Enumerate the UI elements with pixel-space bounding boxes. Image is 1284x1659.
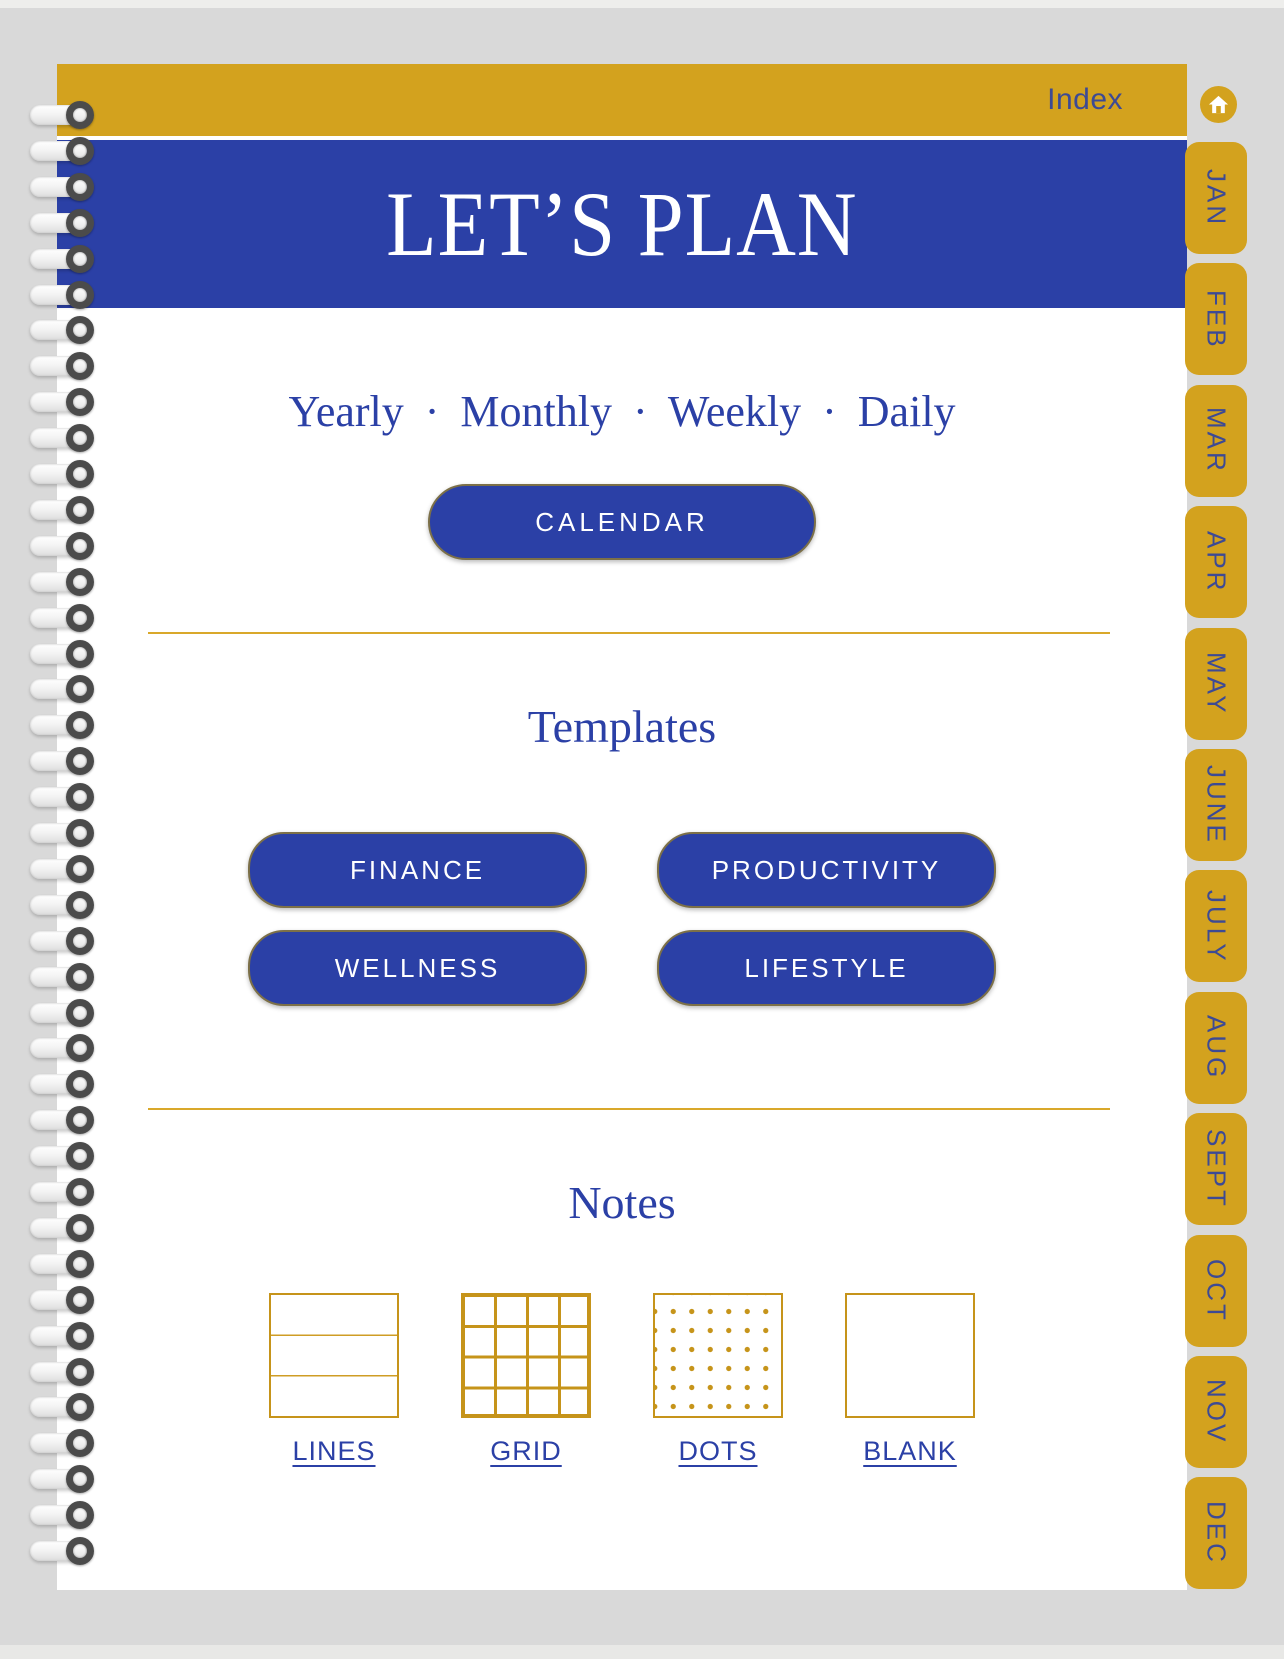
spiral-ring bbox=[30, 500, 87, 520]
spiral-ring bbox=[30, 895, 87, 915]
note-style-label[interactable]: GRID bbox=[490, 1436, 562, 1466]
divider bbox=[148, 1108, 1110, 1110]
tab-feb[interactable] bbox=[1185, 263, 1247, 375]
spiral-ring bbox=[30, 787, 87, 807]
planner-views-subtitle: Yearly · Monthly · Weekly · Daily bbox=[288, 387, 956, 436]
template-button-finance[interactable]: FINANCE bbox=[248, 832, 587, 908]
spiral-ring bbox=[30, 1469, 87, 1489]
notes-heading: Notes bbox=[568, 1177, 676, 1228]
note-style-label[interactable]: DOTS bbox=[678, 1436, 758, 1466]
template-button-productivity[interactable]: PRODUCTIVITY bbox=[657, 832, 996, 908]
tab-label: DEC bbox=[1201, 1501, 1232, 1566]
tab-label: NOV bbox=[1201, 1379, 1232, 1445]
spiral-ring bbox=[30, 715, 87, 735]
template-buttons bbox=[57, 832, 1187, 1006]
spiral-ring bbox=[30, 608, 87, 628]
top-edge bbox=[0, 0, 1284, 8]
tab-label: AUG bbox=[1201, 1015, 1232, 1081]
note-styles-row bbox=[57, 1293, 1187, 1467]
tab-dec[interactable] bbox=[1185, 1477, 1247, 1589]
tab-label: FEB bbox=[1201, 289, 1232, 350]
spiral-ring bbox=[30, 1326, 87, 1346]
spiral-ring bbox=[30, 1505, 87, 1525]
tab-apr[interactable] bbox=[1185, 506, 1247, 618]
spiral-ring bbox=[30, 751, 87, 771]
spiral-ring bbox=[30, 1038, 87, 1058]
tab-label: JAN bbox=[1201, 168, 1232, 228]
spiral-ring bbox=[30, 1254, 87, 1274]
tab-june[interactable] bbox=[1185, 749, 1247, 861]
tab-may[interactable] bbox=[1185, 628, 1247, 740]
blank-preview-icon[interactable] bbox=[845, 1293, 975, 1418]
index-link[interactable]: Index bbox=[1047, 83, 1123, 116]
tab-sept[interactable] bbox=[1185, 1113, 1247, 1225]
tab-label: MAY bbox=[1201, 651, 1232, 716]
title-banner bbox=[57, 140, 1187, 308]
tab-label: APR bbox=[1201, 530, 1232, 594]
spiral-ring bbox=[30, 823, 87, 843]
spiral-ring bbox=[30, 1003, 87, 1023]
spiral-ring bbox=[30, 105, 87, 125]
spiral-ring bbox=[30, 931, 87, 951]
spiral-ring bbox=[30, 536, 87, 556]
tab-july[interactable] bbox=[1185, 870, 1247, 982]
note-style-lines[interactable] bbox=[269, 1293, 399, 1467]
index-bar bbox=[57, 64, 1187, 136]
spiral-ring bbox=[30, 464, 87, 484]
spiral-ring bbox=[30, 1290, 87, 1310]
template-button-wellness[interactable]: WELLNESS bbox=[248, 930, 587, 1006]
tab-label: JUNE bbox=[1201, 765, 1232, 845]
spiral-ring bbox=[30, 428, 87, 448]
template-button-lifestyle[interactable]: LIFESTYLE bbox=[657, 930, 996, 1006]
note-style-dots[interactable] bbox=[653, 1293, 783, 1467]
spiral-ring bbox=[30, 644, 87, 664]
spiral-ring bbox=[30, 285, 87, 305]
spiral-ring bbox=[30, 1182, 87, 1202]
tab-label: SEPT bbox=[1201, 1129, 1232, 1210]
spiral-ring bbox=[30, 1218, 87, 1238]
spiral-ring bbox=[30, 1433, 87, 1453]
divider bbox=[148, 632, 1110, 634]
spiral-ring bbox=[30, 679, 87, 699]
notebook-page bbox=[57, 64, 1187, 1590]
spiral-ring bbox=[30, 1541, 87, 1561]
spiral-ring bbox=[30, 1397, 87, 1417]
tab-label: JULY bbox=[1201, 889, 1232, 964]
spiral-ring bbox=[30, 1362, 87, 1382]
spiral-ring bbox=[30, 859, 87, 879]
note-style-label[interactable]: BLANK bbox=[863, 1436, 957, 1466]
spiral-ring bbox=[30, 967, 87, 987]
spiral-ring bbox=[30, 249, 87, 269]
bottom-edge bbox=[0, 1645, 1284, 1659]
spiral-ring bbox=[30, 572, 87, 592]
note-style-label[interactable]: LINES bbox=[292, 1436, 376, 1466]
spiral-ring bbox=[30, 1110, 87, 1130]
tab-jan[interactable] bbox=[1185, 142, 1247, 254]
note-style-blank[interactable] bbox=[845, 1293, 975, 1467]
lines-preview-icon[interactable] bbox=[269, 1293, 399, 1418]
spiral-ring bbox=[30, 141, 87, 161]
grid-preview-icon[interactable] bbox=[461, 1293, 591, 1418]
templates-heading: Templates bbox=[527, 701, 717, 752]
tab-mar[interactable] bbox=[1185, 385, 1247, 497]
tab-nov[interactable] bbox=[1185, 1356, 1247, 1468]
tab-oct[interactable] bbox=[1185, 1235, 1247, 1347]
spiral-ring bbox=[30, 1146, 87, 1166]
spiral-ring bbox=[30, 213, 87, 233]
spiral-ring bbox=[30, 356, 87, 376]
spiral-ring bbox=[30, 177, 87, 197]
spiral-ring bbox=[30, 320, 87, 340]
calendar-button[interactable]: CALENDAR bbox=[428, 484, 816, 560]
home-icon bbox=[1207, 93, 1230, 116]
dots-preview-icon[interactable] bbox=[653, 1293, 783, 1418]
spiral-ring bbox=[30, 392, 87, 412]
tab-aug[interactable] bbox=[1185, 992, 1247, 1104]
tab-label: MAR bbox=[1201, 407, 1232, 475]
page-title: LET’S PLAN bbox=[386, 173, 858, 275]
home-button[interactable] bbox=[1200, 86, 1237, 123]
note-style-grid[interactable] bbox=[461, 1293, 591, 1467]
spiral-ring bbox=[30, 1074, 87, 1094]
tab-label: OCT bbox=[1201, 1258, 1232, 1323]
